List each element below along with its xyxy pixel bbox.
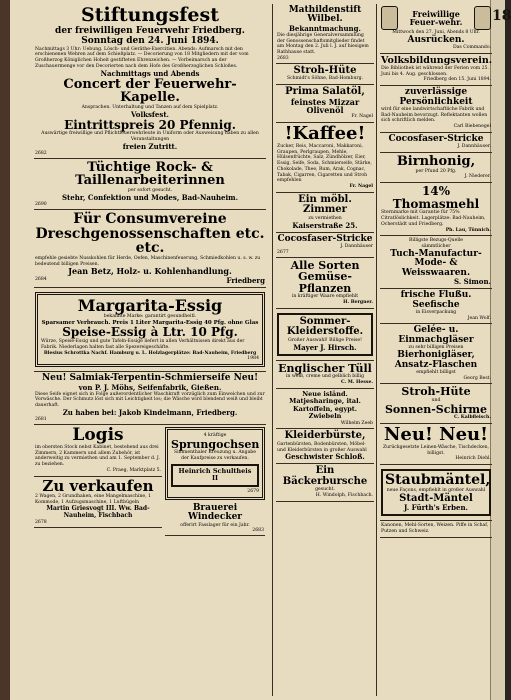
frisch-title: frische Flußu. Seefische xyxy=(400,290,472,310)
stroh-sub: und xyxy=(431,397,441,403)
gemuese-firm: H. Bergner. xyxy=(343,300,373,306)
firefighter-illustration-icon xyxy=(474,6,491,30)
ad-mathildenstift xyxy=(276,4,374,64)
stroh-title: Stroh-Hüte xyxy=(401,385,471,399)
cocos-title: Cocosfaser-Stricke xyxy=(277,233,373,244)
coco-firm: J. Dannhäuser. xyxy=(457,144,491,150)
brauerei-sub: offerirt Fasslager für ein Jahr. xyxy=(180,522,250,528)
ad-strohhuete xyxy=(276,64,374,85)
ad-number: 1984 xyxy=(247,356,259,362)
neu-seller: Zu haben bei: Jakob Kindelmann, Friedberg. xyxy=(62,407,238,417)
ad-number: 2690 xyxy=(35,201,47,207)
baecker-firm: H. Windolph, Fischbach. xyxy=(315,493,373,499)
bezug-sub: sämmtlicher xyxy=(421,244,451,250)
zimmer-addr: Kaiserstraße 25. xyxy=(292,220,358,230)
kaffee-title: !Kaffee! xyxy=(284,123,366,145)
feuerwehr-body: Mittwoch den 27. Juni, Abends 8 Uhr. xyxy=(392,30,480,35)
staub-firm: J. Fürth's Erben. xyxy=(403,503,468,512)
ad-bezugsquelle xyxy=(380,236,492,289)
logis-name: C. Praeg, Marktplatz 5. xyxy=(106,467,161,473)
ad-sprungochsen xyxy=(165,427,265,500)
verkaufen-firm: Martin Griesvogt III. Ww. Bad-Nauheim, Fischbach xyxy=(46,504,150,519)
ad-brauerei xyxy=(165,502,265,537)
ad-number: 2681 xyxy=(35,416,47,422)
zuv-firm: Carl Biebenegel xyxy=(453,124,491,130)
sonnen-firm: C. Kalbfleisch. xyxy=(453,415,491,421)
ad-stiftungsfest xyxy=(34,4,266,159)
bier-title: Bierhonigläser, Ansatz-Flaschen xyxy=(394,350,478,370)
cocos-firm: J. Dannhäuser xyxy=(340,244,373,250)
volks-date: Friedberg den 15. Juni 1894. xyxy=(423,77,491,83)
gemuese-sub: in kräftiger Waare empfiehlt xyxy=(291,294,359,300)
bezug-title: Billigste Bezugs-Quelle xyxy=(409,238,463,244)
essig-sub: bekannte Marke: garantirt gesundheitl. xyxy=(103,314,197,320)
volks-body: Die Bibliothek ist während der Ferien vom 25. Juni bis 4. Aug. geschlossen. xyxy=(381,65,489,77)
ad-sommer xyxy=(276,309,374,361)
ad-gemuese xyxy=(276,258,374,309)
consum-town: Friedberg xyxy=(226,275,265,285)
column-middle xyxy=(272,4,374,696)
kleider-body: Gartenbürsten, Bodenbürsten, Möbel- und Kleiderbürsten in großer Auswahl xyxy=(277,441,367,453)
feuerwehr-title: Freiwillige Feuer-wehr. xyxy=(409,8,463,27)
frisch-firm: Jean Wolf. xyxy=(467,315,491,321)
neu-neu-body: Zurückgesetzte Leinen-Wäsche, Tischdecken, billigst. xyxy=(382,444,490,456)
page-number: 18 xyxy=(492,8,511,24)
baecker-sub: gesucht. xyxy=(315,487,335,493)
ad-number: 2678 xyxy=(35,519,47,525)
ad-margarita-essig xyxy=(34,288,266,373)
tuell-title: Englischer Tüll xyxy=(278,361,372,375)
bezug-goods: Tuch-Manufactur-Mode- & Weisswaaren. xyxy=(390,248,482,278)
bezug-firm: S. Simon. xyxy=(454,277,491,287)
ad-cocos xyxy=(276,233,374,258)
sprung-firm: Heinrich Schultheis II xyxy=(171,464,259,487)
fest-date: Sonntag den 24. Juni 1894. xyxy=(81,36,219,47)
zimmer-title: Ein möbl. Zimmer xyxy=(298,193,352,216)
zimmer-sub: zu vermiethen xyxy=(308,215,342,221)
tuechtig-title: Tüchtige Rock- & Taillenarbeiterinnen xyxy=(75,159,225,189)
birn-firm: J. Niederer. xyxy=(464,174,491,180)
fest-title: Stiftungsfest xyxy=(80,4,219,26)
ad-zimmer xyxy=(276,193,374,233)
entree-sub: Auswärtige freiwillige und Pflichtfeuerwehrleute in Uniform oder Ausweisung haben zu allen Veranstaltungen xyxy=(41,131,259,142)
firefighter-illustration-icon xyxy=(381,6,398,30)
ad-staubmaentel xyxy=(380,465,492,521)
ad-group-left xyxy=(34,425,162,536)
sprung-count: 4 kräftige xyxy=(203,432,227,438)
ad-last xyxy=(380,521,492,537)
brauerei-title: Brauerei Windecker xyxy=(187,502,243,523)
concert-sub: Ansprachen. Unterhaltung und Tanzen auf dem Spielplatz. xyxy=(81,104,219,110)
ad-number: 2679 xyxy=(247,488,259,494)
tuechtig-sub: per sofort gesucht. xyxy=(127,188,173,194)
thomas-body: Sternmarke mit Garantie für 75% Citratlöslichkeit. Lagerplätze: Bad-Nauheim, Ocherstädt und Friedberg. xyxy=(381,210,486,227)
thomas-title: 14% Thomasmehl xyxy=(392,184,480,211)
strohhuete-title: Stroh-Hüte xyxy=(293,64,357,76)
consum-body: empfehle gesiebte Nusskohlen für Herde, Oefen, Maschinenfeuerung, Schmiedkohlen u. s. w. zu bedeutend billigen Preisen. xyxy=(35,255,261,267)
fest-body: Nachmittags 3 Uhr: Uebung. Lösch- und Geräthe-Exercitien. Abends: Aufmarsch mit den erschienenen Wehren auf dem Schießplatz. — Decorierung von 18 Mitgliedern mit der vom Großherzog Königlichen Hoheit gestifteten Ehrenzeichen. — Vorbeimarsch an der Zuschauermenge vor den Decorierten nach dem Hofe des Großherzoglichen Schloßes. xyxy=(35,46,249,69)
salatoel-firm: Fr. Nagel xyxy=(351,114,373,120)
wilbel-sub: Bekanntmachung. xyxy=(289,23,361,33)
kaffee-firm: Fr. Nagel xyxy=(349,184,373,190)
essig-title-2: Speise-Essig à Ltr. 10 Pfg. xyxy=(62,325,238,340)
ad-seefische xyxy=(380,289,492,324)
ad-tuechtig xyxy=(34,159,266,210)
staub-title: Staubmäntel, xyxy=(385,472,491,489)
tuechtig-firm: Stehr, Confektion und Modes, Bad-Nauheim. xyxy=(61,192,239,202)
ad-consumvereine xyxy=(34,210,266,288)
consum-title: Für Consumvereine xyxy=(73,210,227,227)
matjes-firm: Wilhelm Zeeb xyxy=(340,420,373,426)
fest-evening: Nachmittags und Abends xyxy=(100,68,200,78)
ad-persoenlichkeit xyxy=(380,86,492,133)
tuell-sub: in weiß, creme und gelblich billig xyxy=(285,374,365,380)
ad-tuell xyxy=(276,361,374,389)
sommer-firm: Mayer J. Hirsch. xyxy=(293,342,357,352)
baecker-title: Ein Bäckerbursche xyxy=(282,465,368,487)
ad-number: 2677 xyxy=(277,249,289,255)
ad-number: 2683 xyxy=(277,55,289,61)
column-right xyxy=(376,4,492,696)
salatoel-title-2: feinstes Mizzar Olivenöl xyxy=(290,96,360,115)
bier-firm: Georg Best. xyxy=(463,375,491,381)
ad-number: 2682 xyxy=(35,150,47,156)
coco-title: Cocosfaser-Stricke xyxy=(388,133,484,144)
tuell-firm: C. M. Hesse. xyxy=(340,380,373,385)
ad-zu-verkaufen xyxy=(34,477,162,528)
ad-thomasmehl xyxy=(380,183,492,236)
staub-body: neue Façons, empfiehlt in großer Auswahl xyxy=(386,487,486,493)
free-entry: freien Zutritt. xyxy=(122,141,178,151)
ad-baecker xyxy=(276,464,374,501)
kleider-firm: Geschwister Schloß. xyxy=(285,452,365,462)
wilbel-body: Die diesjährige Generalversammlung der Genossenschaftsmitglieder findet am Montag den 2. Juli l. J. auf hiesigem Rathhause statt. xyxy=(277,32,369,56)
consum-title-2: Dreschgenossenschaften etc. etc. xyxy=(35,225,265,257)
thomas-firm: Ph. Lau, Tünnich. xyxy=(445,227,491,233)
ad-volksbildung xyxy=(380,54,492,86)
essig-body: Würze, Speise-Essig und gute Tafeln-Essige liefert in allen Verhältnissen direkt aus der Fabrik. Niederlagen halten fast alle Spezereigeschäfte. xyxy=(41,339,245,350)
ad-kleiderbuerste xyxy=(276,429,374,464)
zuv-title: zuverlässige Persönlichkeit xyxy=(399,87,473,107)
ad-cocosfaser xyxy=(380,133,492,153)
ad-group-right xyxy=(165,425,265,536)
bier-sub: empfiehlt billigst xyxy=(416,369,456,375)
volksfest: Volksfest. xyxy=(131,109,169,119)
essig-firm: Blesius Schrottka Nachf. Hamburg u. L. Holzlagerplätze: Bad-Nauheim, Friedberg xyxy=(43,350,257,356)
sonnen-title: Sonnen-Schirme xyxy=(384,402,488,416)
neu-body: Diese Seife eignet sich in Folge außerordentlicher Waschkraft vorzüglich zum Einweichen und zur Vorwäsche. Der Schmutz löst sich mit Leichtigkeit los; die Wäsche wird blendend weiß und bleibt dauerhaft. xyxy=(35,391,265,409)
last-body: Kanonen, Mehl-Sorten, Weizen. Piffe in Schaf, Putzen und Schweiz. xyxy=(381,523,489,534)
strohhuete-firm: Schmidt's Söhne, Bad-Homburg. xyxy=(286,76,364,82)
sommer-title: Sommer-Kleiderstoffe. xyxy=(286,315,364,338)
staub-title-2: Stadt-Mäntel xyxy=(399,492,473,504)
gemuese-title: Alle Sorten Gemüse-Pflanzen xyxy=(290,258,360,295)
essig-line: Sparsamer Verbrauch. Preis 1 Liter Margarita-Essig 40 Pfg. ohne Glas xyxy=(41,320,259,327)
fest-subtitle: der freiwilligen Feuerwehr Friedberg. xyxy=(55,25,245,36)
consum-firm: Jean Betz, Holz- u. Kohlenhandlung. xyxy=(68,266,232,277)
ad-logis xyxy=(34,425,162,477)
ad-kaffee xyxy=(276,123,374,193)
logis-title: Logis xyxy=(72,424,124,445)
neu-neu-title: Neu! Neu! xyxy=(383,423,489,445)
salatoel-title: Prima Salatöl, xyxy=(285,86,365,98)
verkaufen-body: 2 Wagen, 2 Grundhaken, eine Mangelmaschine, 1 Kommode, 1 Aufzugsmaschine, 1 Luftbügeln xyxy=(35,494,151,505)
ad-schmierseife xyxy=(34,372,266,425)
kaffee-body: Zucker, Reis, Maccaroni, Makkaroni, Graupen, Perlgraupen, Mehle, Hülsenfrüchte, Salz, Zündhölzer, Eier, Essig, Seife, Soda, Schmierseife, Stärke, Chokolade, Thee, Rum, Arak, Cognac, Tabak, Cigarren, Cigaretten und Stroh empfehlen xyxy=(277,144,372,184)
birn-body: per Pfund 20 Pfg. xyxy=(415,168,457,174)
concert-title: Concert der Feuerwehr-Kapelle. xyxy=(63,76,237,106)
column-left xyxy=(34,4,266,696)
matjes-title: Neue isländ. Matjesharinge, ital. Kartoffeln, egypt. Zwiebeln xyxy=(289,389,361,421)
sommer-sub: Großer Auswahl! Billige Preise! xyxy=(288,337,362,343)
ad-sonnenschirme xyxy=(380,384,492,424)
birn-title: Birnhonig, xyxy=(396,154,476,170)
book-binding xyxy=(0,0,10,700)
logis-body: im obersten Stock nebst Kabinet, bestehend aus drei Zimmern, 2 Kammern und allem Zubehör, ist anderweitig zu vermiethen und am 1. September d. J. zu beziehen. xyxy=(35,444,160,468)
ad-einmachglaeser xyxy=(380,324,492,384)
gelee-sub: zu sehr billigen Preisen xyxy=(408,345,464,351)
wilbel-title: Mathildenstift Wilbel. xyxy=(288,5,362,25)
frisch-sub: in Eisverpackung xyxy=(415,310,457,315)
zuv-body: wird für eine landwirtschaftliche Fabrik und Bad-Nauheim bevorzugt. Reflektanten wollen sich schriftlich melden. xyxy=(381,106,488,124)
essig-title: Margarita-Essig xyxy=(77,295,223,315)
ad-number: 2684 xyxy=(35,276,47,282)
neu-firm: von P. J. Möhs, Seifenfabrik, Gießen. xyxy=(78,382,222,392)
sprung-title: Sprungochsen xyxy=(171,437,260,451)
ad-number: 2683 xyxy=(252,528,264,534)
ausruecken-sub: Das Commando. xyxy=(452,45,491,51)
gelee-title: Gelée- u. Einmachgläser xyxy=(398,325,474,345)
ausruecken: Ausrücken. xyxy=(407,34,465,45)
ad-neu-neu xyxy=(380,424,492,465)
ad-birnhonig xyxy=(380,153,492,183)
ad-feuerwehr xyxy=(380,4,492,54)
entree: Eintrittspreis 20 Pfennig. xyxy=(64,117,236,132)
ad-matjes xyxy=(276,389,374,430)
kleider-title: Kleiderbürste, xyxy=(284,430,366,442)
sprung-body: Simmenthaler Kreuzung u. Angabe der Kaufpreise zu verkaufen. xyxy=(174,450,256,461)
neu-title: Neu! Salmiak-Terpentin-Schmierseife Neu! xyxy=(41,373,259,384)
page-edge xyxy=(490,0,505,700)
verkaufen-title: Zu verkaufen xyxy=(42,476,154,495)
ad-salatoel xyxy=(276,85,374,123)
volks-title: Volksbildungsverein. xyxy=(381,54,493,66)
neu-neu-firm: Heinrich Diehl. xyxy=(455,456,491,462)
